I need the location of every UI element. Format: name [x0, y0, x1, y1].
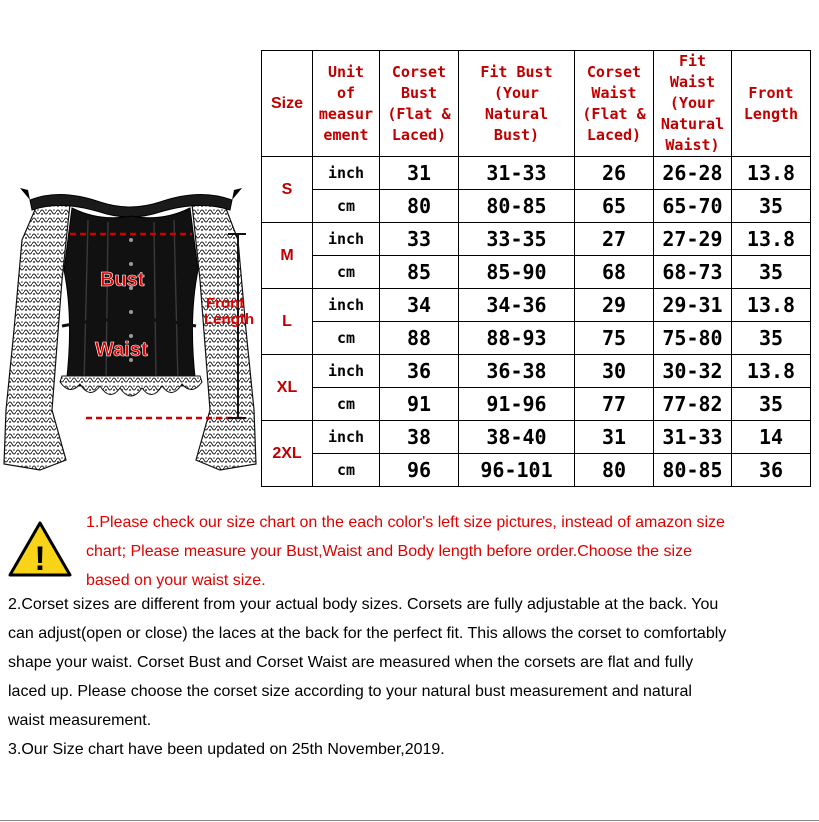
fit-waist-cell: 75-80 — [654, 322, 732, 355]
corset-waist-cell: 77 — [575, 388, 654, 421]
corset-bust-cell: 33 — [380, 223, 459, 256]
fit-bust-cell: 31-33 — [459, 157, 575, 190]
front-length-cell: 35 — [732, 190, 811, 223]
table-row — [262, 388, 811, 421]
corset-bust-cell: 36 — [380, 355, 459, 388]
fit-waist-cell: 68-73 — [654, 256, 732, 289]
corset-bust-cell: 96 — [380, 454, 459, 487]
unit-cell: cm — [313, 388, 380, 421]
note-2-line: waist measurement. — [8, 712, 152, 729]
header-fit-bust: Fit Bust (Your Natural Bust) — [459, 51, 575, 157]
header-unit: Unit of measur ement — [313, 51, 380, 157]
header-size: Size — [262, 51, 313, 157]
bust-label: Bust — [100, 269, 145, 291]
header-corset-bust: Corset Bust (Flat & Laced) — [380, 51, 459, 157]
notes-block — [8, 590, 814, 764]
front-length-label-line2: Length — [204, 311, 254, 328]
corset-bust-cell: 34 — [380, 289, 459, 322]
note-2-line: laced up. Please choose the corset size according to your natural bust measurement and natural — [8, 683, 692, 700]
size-label-cell: M — [262, 223, 313, 289]
front-length-label-line1: Front — [206, 295, 245, 312]
front-length-cell: 13.8 — [732, 355, 811, 388]
fit-bust-cell: 38-40 — [459, 421, 575, 454]
front-length-cell: 36 — [732, 454, 811, 487]
right-lace-sleeve — [192, 198, 256, 470]
fit-waist-cell: 65-70 — [654, 190, 732, 223]
table-row — [262, 223, 811, 256]
front-length-cell: 13.8 — [732, 223, 811, 256]
unit-cell: inch — [313, 223, 380, 256]
fit-waist-cell: 80-85 — [654, 454, 732, 487]
corset-bust-cell: 91 — [380, 388, 459, 421]
corset-waist-cell: 26 — [575, 157, 654, 190]
unit-cell: cm — [313, 256, 380, 289]
corset-waist-cell: 75 — [575, 322, 654, 355]
table-row — [262, 190, 811, 223]
unit-cell: inch — [313, 157, 380, 190]
unit-cell: cm — [313, 454, 380, 487]
header-fit-waist: Fit Waist (Your Natural Waist) — [654, 51, 732, 157]
corset-waist-cell: 65 — [575, 190, 654, 223]
front-length-cell: 35 — [732, 256, 811, 289]
table-header-row — [262, 51, 811, 157]
fit-waist-cell: 29-31 — [654, 289, 732, 322]
note-1-line: based on your waist size. — [86, 572, 266, 589]
header-corset-waist: Corset Waist (Flat & Laced) — [575, 51, 654, 157]
fit-bust-cell: 80-85 — [459, 190, 575, 223]
fit-bust-cell: 88-93 — [459, 322, 575, 355]
corset-bust-cell: 80 — [380, 190, 459, 223]
corset-waist-cell: 29 — [575, 289, 654, 322]
warning-exclamation: ! — [34, 540, 46, 578]
header-front-length: Front Length — [732, 51, 811, 157]
table-row — [262, 289, 811, 322]
front-length-cell: 35 — [732, 388, 811, 421]
fit-waist-cell: 77-82 — [654, 388, 732, 421]
size-label-cell: S — [262, 157, 313, 223]
table-row — [262, 421, 811, 454]
corset-bust-cell: 38 — [380, 421, 459, 454]
note-2-line: shape your waist. Corset Bust and Corset Waist are measured when the corsets are flat and fully — [8, 654, 694, 671]
corset-waist-cell: 80 — [575, 454, 654, 487]
note-2-line: can adjust(open or close) the laces at the back for the perfect fit. This allows the corset to comfortably — [8, 625, 727, 642]
fit-bust-cell: 91-96 — [459, 388, 575, 421]
note-3: 3.Our Size chart have been updated on 25th November,2019. — [8, 741, 445, 758]
fit-bust-cell: 96-101 — [459, 454, 575, 487]
corset-bust-cell: 85 — [380, 256, 459, 289]
front-length-cell: 13.8 — [732, 289, 811, 322]
note-1-line: chart; Please measure your Bust,Waist and Body length before order.Choose the size — [86, 543, 692, 560]
bottom-divider — [0, 820, 819, 821]
corset-waist-cell: 27 — [575, 223, 654, 256]
unit-cell: cm — [313, 190, 380, 223]
size-label-cell: XL — [262, 355, 313, 421]
note-2-line: 2.Corset sizes are different from your actual body sizes. Corsets are fully adjustable at the back. You — [8, 596, 719, 613]
unit-cell: inch — [313, 421, 380, 454]
corset-waist-cell: 30 — [575, 355, 654, 388]
front-length-cell: 14 — [732, 421, 811, 454]
note-1-line: 1.Please check our size chart on the each color's left size pictures, instead of amazon size — [86, 514, 725, 531]
table-row — [262, 355, 811, 388]
warning-triangle-icon — [8, 520, 72, 578]
waist-label: Waist — [95, 339, 148, 361]
fit-waist-cell: 27-29 — [654, 223, 732, 256]
front-length-cell: 35 — [732, 322, 811, 355]
unit-cell: cm — [313, 322, 380, 355]
front-length-cell: 13.8 — [732, 157, 811, 190]
fit-bust-cell: 33-35 — [459, 223, 575, 256]
corset-bust-cell: 31 — [380, 157, 459, 190]
corset-bust-cell: 88 — [380, 322, 459, 355]
fit-bust-cell: 36-38 — [459, 355, 575, 388]
size-label-cell: L — [262, 289, 313, 355]
table-row — [262, 454, 811, 487]
size-chart-table — [261, 50, 811, 487]
unit-cell: inch — [313, 355, 380, 388]
table-row — [262, 157, 811, 190]
corset-waist-cell: 31 — [575, 421, 654, 454]
fit-waist-cell: 31-33 — [654, 421, 732, 454]
fit-waist-cell: 26-28 — [654, 157, 732, 190]
fit-bust-cell: 85-90 — [459, 256, 575, 289]
table-row — [262, 322, 811, 355]
left-lace-sleeve — [4, 198, 70, 470]
corset-illustration — [0, 160, 262, 490]
note-1 — [86, 508, 812, 595]
fit-bust-cell: 34-36 — [459, 289, 575, 322]
unit-cell: inch — [313, 289, 380, 322]
size-label-cell: 2XL — [262, 421, 313, 487]
corset-waist-cell: 68 — [575, 256, 654, 289]
table-row — [262, 256, 811, 289]
fit-waist-cell: 30-32 — [654, 355, 732, 388]
